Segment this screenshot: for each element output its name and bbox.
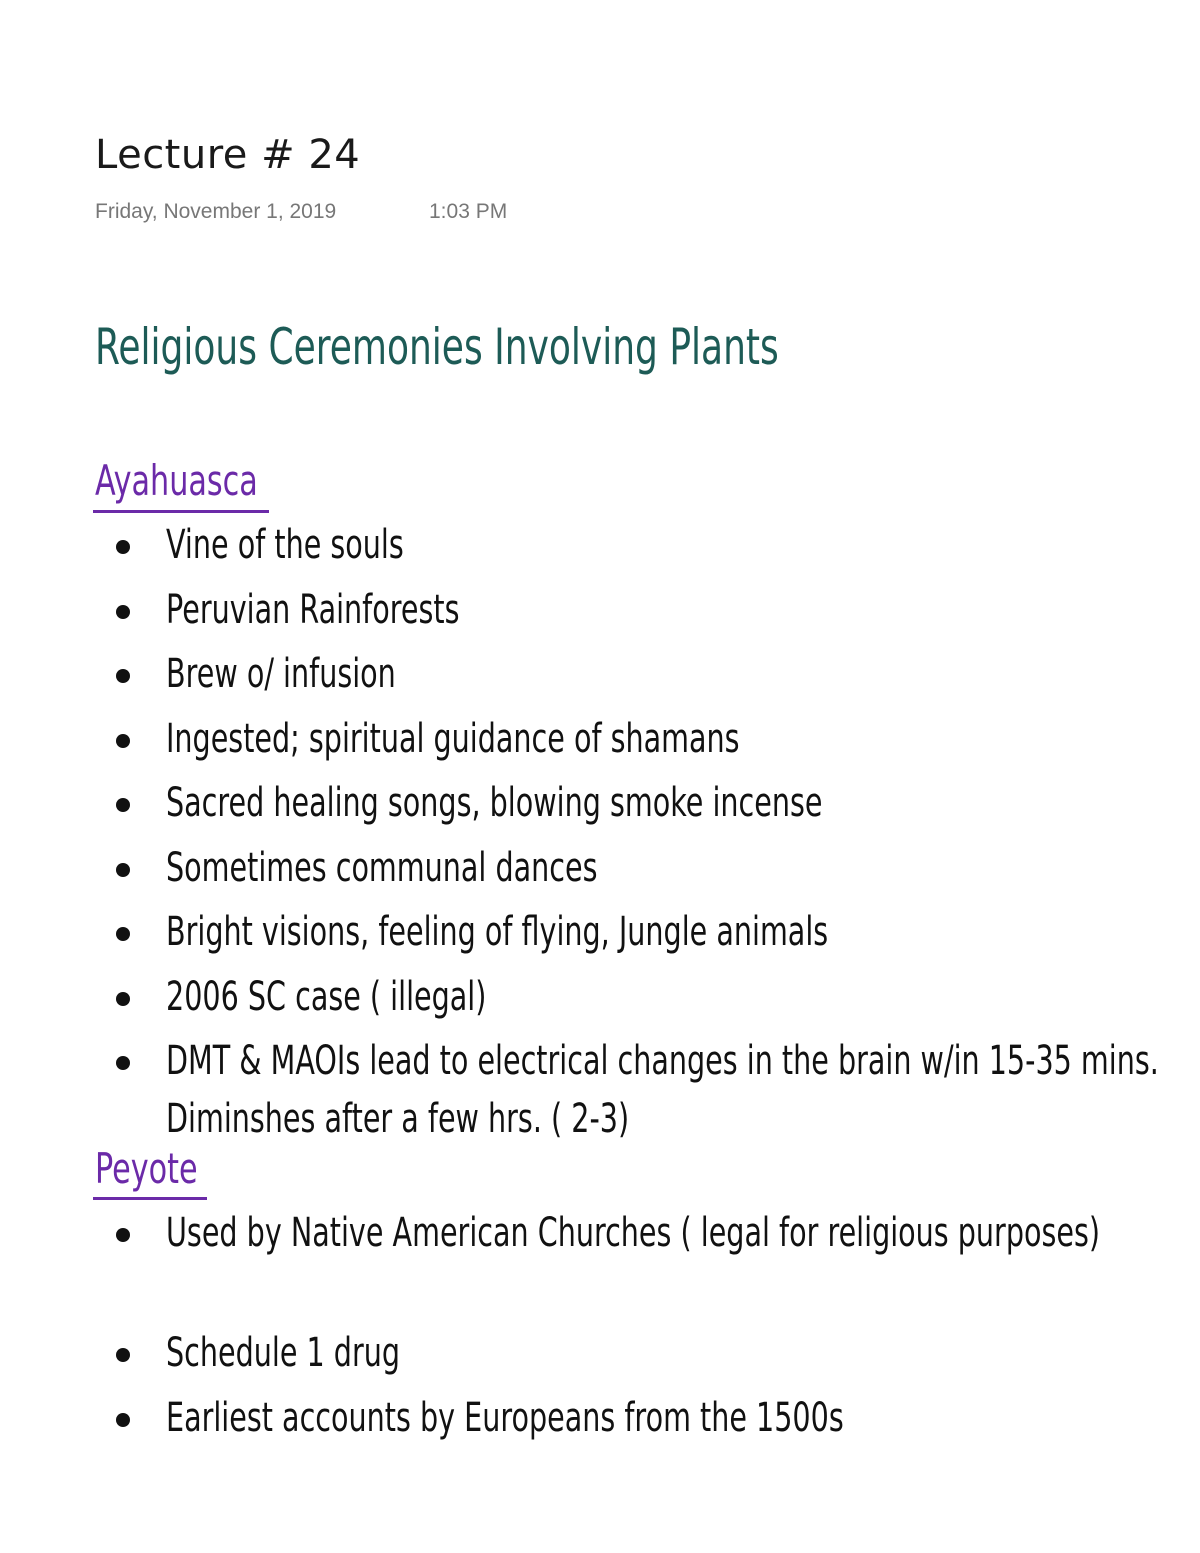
list-item xyxy=(0,516,1200,581)
list-item-text: Schedule 1 drug xyxy=(166,1330,400,1376)
list-item-text: Vine of the souls xyxy=(166,522,404,568)
list-item xyxy=(0,710,1200,775)
list-item-text: Brew o/ infusion xyxy=(166,651,396,697)
bullet-dot-icon xyxy=(116,734,130,748)
list-item-text: Sacred healing songs, blowing smoke incense xyxy=(166,780,823,826)
list-item xyxy=(0,968,1200,1033)
list-item-text: DMT & MAOIs lead to electrical changes in the brain w/in 15-35 mins. Diminshes after a few hrs. ( 2-3) xyxy=(166,1038,1159,1142)
list-item xyxy=(0,839,1200,904)
bullet-dot-icon xyxy=(116,1056,130,1070)
list-item xyxy=(0,645,1200,710)
bullet-dot-icon xyxy=(116,863,130,877)
list-item-text: Earliest accounts by Europeans from the 1500s xyxy=(166,1394,844,1441)
list-item-text: Peruvian Rainforests xyxy=(166,586,460,633)
list-item-text: 2006 SC case ( illegal) xyxy=(166,973,487,1020)
list-item-text: Bright visions, feeling of flying, Jungle animals xyxy=(166,909,829,955)
list-item xyxy=(0,774,1200,839)
list-item xyxy=(0,903,1200,968)
bullet-dot-icon xyxy=(116,1348,130,1362)
list-item-text: Used by Native American Churches ( legal for religious purposes) xyxy=(166,1210,1101,1256)
peyote-list xyxy=(0,1204,1200,1453)
list-item xyxy=(0,1032,1200,1152)
bullet-dot-icon xyxy=(116,605,130,619)
bullet-dot-icon xyxy=(116,1228,130,1242)
bullet-dot-icon xyxy=(116,1413,130,1427)
subheading-peyote: Peyote xyxy=(95,1144,198,1193)
list-item xyxy=(0,1324,1200,1389)
subheading-underline xyxy=(93,510,269,513)
bullet-dot-icon xyxy=(116,669,130,683)
section-heading: Religious Ceremonies Involving Plants xyxy=(95,318,779,376)
ayahuasca-list xyxy=(0,516,1200,1152)
subheading-ayahuasca: Ayahuasca xyxy=(95,456,258,505)
subheading-underline xyxy=(93,1197,207,1200)
bullet-dot-icon xyxy=(116,992,130,1006)
bullet-dot-icon xyxy=(116,927,130,941)
page-title: Lecture # 24 xyxy=(95,132,361,178)
bullet-dot-icon xyxy=(116,798,130,812)
list-item xyxy=(0,1204,1200,1324)
list-item xyxy=(0,581,1200,646)
list-item xyxy=(0,1389,1200,1454)
page-date: Friday, November 1, 2019 xyxy=(95,200,337,223)
list-item-text: Sometimes communal dances xyxy=(166,844,598,891)
bullet-dot-icon xyxy=(116,540,130,554)
list-item-text: Ingested; spiritual guidance of shamans xyxy=(166,715,740,762)
page-time: 1:03 PM xyxy=(429,200,508,223)
